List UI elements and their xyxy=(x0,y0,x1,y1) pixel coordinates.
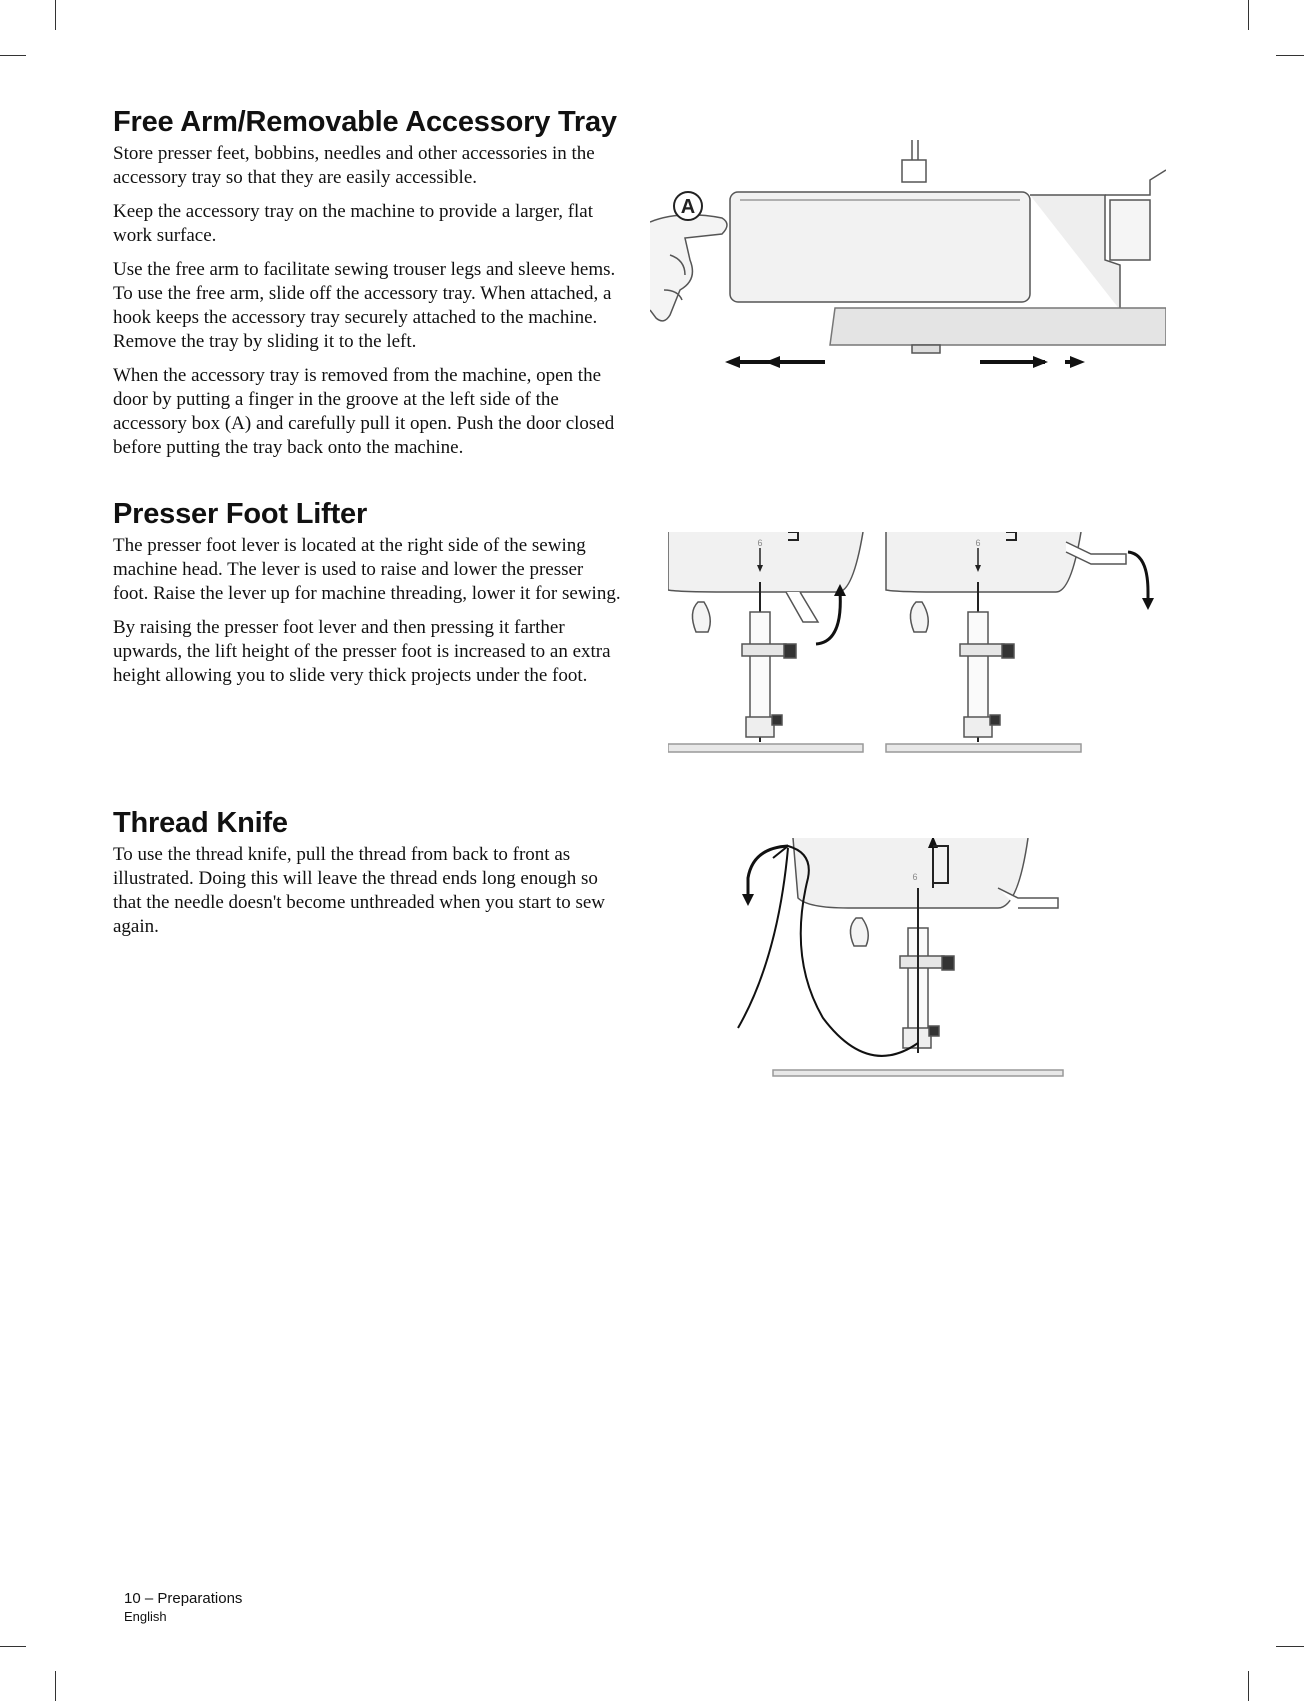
page-footer xyxy=(124,1590,242,1624)
language-label: English xyxy=(124,1609,167,1624)
needle-marker-label: 6 xyxy=(757,538,763,548)
page-number-label: 10 – Preparations xyxy=(124,1590,243,1607)
needle-marker-label: 6 xyxy=(912,872,918,882)
accessory-tray-illustration xyxy=(650,140,1166,370)
paragraph: Keep the accessory tray on the machine to provide a larger, flat work surface. xyxy=(113,201,594,246)
paragraph: By raising the presser foot lever and then pressing it farther upwards, the lift height of the presser foot is increased to an extra height allowing you to slide very thick projects under the foot. xyxy=(113,617,611,686)
crop-mark xyxy=(1276,55,1304,56)
section-thread-knife xyxy=(113,807,623,949)
callout-label-a: A xyxy=(680,196,696,218)
crop-mark xyxy=(55,1671,56,1701)
section-title: Thread Knife xyxy=(113,807,288,839)
section-title: Free Arm/Removable Accessory Tray xyxy=(113,106,617,138)
crop-mark xyxy=(0,1646,26,1647)
section-presser-foot-lifter xyxy=(113,498,623,698)
paragraph: To use the thread knife, pull the thread from back to front as illustrated. Doing this will leave the thread ends long enough so that the needle doesn't become unthreaded when you start to sew again. xyxy=(113,844,605,937)
paragraph: The presser foot lever is located at the right side of the sewing machine head. The lever is used to raise and lower the presser foot. Raise the lever up for machine threading, lower it for sewing. xyxy=(113,535,621,604)
needle-marker-label: 6 xyxy=(975,538,981,548)
paragraph: Use the free arm to facilitate sewing trouser legs and sleeve hems. To use the free arm, slide off the accessory tray. When attached, a hook keeps the accessory tray securely attached to the machine. Remove the tray by sliding it to the left. xyxy=(113,259,616,352)
section-accessory-tray xyxy=(113,106,623,470)
thread-knife-illustration xyxy=(728,838,1068,1078)
crop-mark xyxy=(1248,0,1249,30)
paragraph: When the accessory tray is removed from the machine, open the door by putting a finger in the groove at the left side of the accessory box (A) and carefully pull it open. Push the door closed before putting the tray back onto the machine. xyxy=(113,365,615,458)
paragraph: Store presser feet, bobbins, needles and other accessories in the accessory tray so that they are easily accessible. xyxy=(113,143,595,188)
crop-mark xyxy=(0,55,26,56)
presser-foot-lifter-illustration xyxy=(668,532,1168,754)
crop-mark xyxy=(1248,1671,1249,1701)
crop-mark xyxy=(1276,1646,1304,1647)
section-title: Presser Foot Lifter xyxy=(113,498,368,530)
crop-mark xyxy=(55,0,56,30)
